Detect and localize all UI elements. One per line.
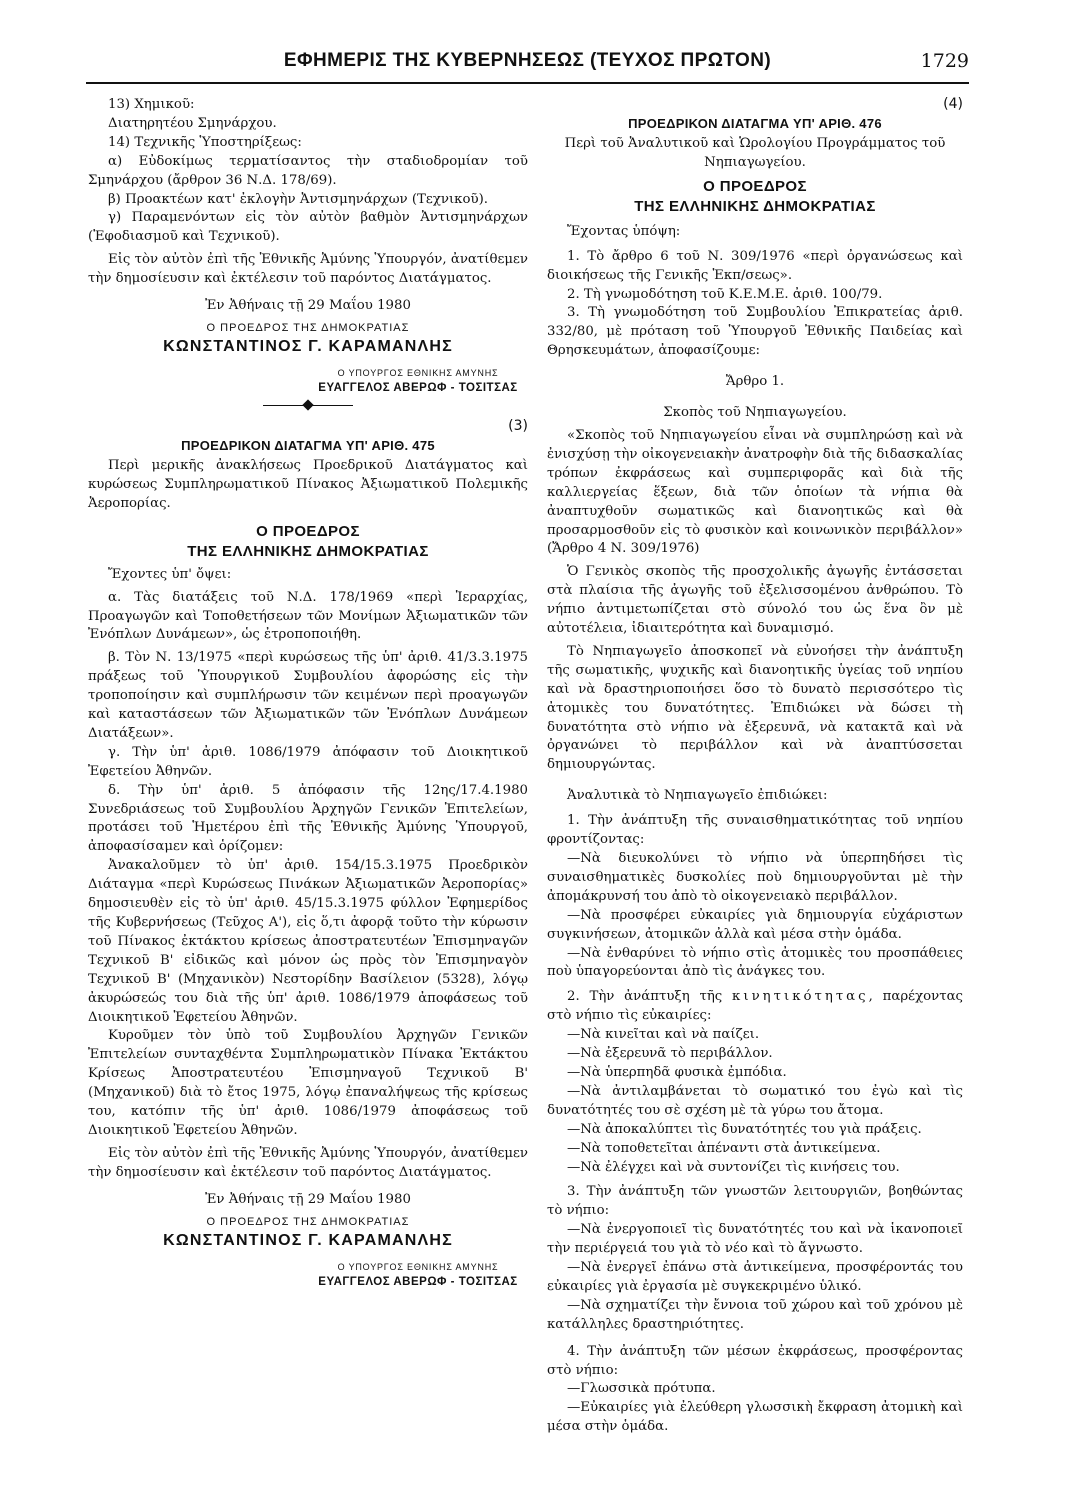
purpose-paragraph-3: Τὸ Νηπιαγωγεῖο ἀποσκοπεῖ νὰ εὐνοήσει τὴν ἀνάπτυξη τῆς σωματικῆς, ψυχικῆς καὶ διανοητικῆς ὑγείας τοῦ νηπίου καὶ νὰ δραστηριοποιήσει ὅσο τὸ δυνατὸ περισσότερο τὶς ἀτομικὲς του δυνατότητες. Ἐπιδιώκει νὰ δώσει τὴ δυνατότητα στὸ νήπιο νὰ ἐξερευνᾶ, νὰ κατακτᾶ καὶ νὰ ὀργανώνει τὸ περιβάλλον καὶ νὰ ἀναπτύσσεται δημιουργώντας. — [547, 643, 963, 773]
article-number: Ἄρθρο 1. — [725, 374, 785, 390]
decree-number-4: (4) — [943, 96, 963, 112]
point-3-item: —Νὰ ἐνεργοποιεῖ τὶς δυνατότητές του καὶ νὰ ἱκανοποιεῖ τὴν περιέργειά του γιὰ τὸ νέο καὶ τὸ ἄγνωστο. — [547, 1222, 963, 1257]
having-in-view: Ἔχοντες ὑπ' ὄψει: — [108, 566, 232, 582]
point-2-item: —Νὰ ἐλέγχει καὶ νὰ συντονίζει τὶς κινήσεις του. — [567, 1159, 900, 1175]
decree-number: (3) — [508, 417, 528, 434]
item-14-b: β) Προακτέων κατ' ἐκλογὴν Ἀντισμηνάρχων (Τεχνικοῦ). — [108, 191, 488, 207]
item-14-a: α) Εὐδοκίμως τερματίσαντος τὴν σταδιοδρομίαν τοῦ Σμηνάρχου (ἄρθρον 36 Ν.Δ. 178/69). — [88, 153, 528, 188]
having-in-view-476: Ἔχοντας ὑπόψη: — [567, 223, 681, 239]
left-column — [88, 96, 528, 1288]
minister-name: ΕΥΑΓΓΕΛΟΣ ΑΒΕΡΩΦ - ΤΟΣΙΤΣΑΣ — [318, 381, 518, 394]
paragraph-ratify: Κυροῦμεν τὸν ὑπὸ τοῦ Συμβουλίου Ἀρχηγῶν Γενικῶν Ἐπιτελείων συνταχθέντα Συμπληρωματικὸν Πίνακα Ἐκτάκτου Κρίσεως Ἀποστρατευτέου Ἐπισμηναγοῦ Τεχνικοῦ Β' (Μηχανικοῦ) διὰ τὸ ἔτος 1975, λόγῳ ἐπαναλήψεως τῆς κρίσεως του, κατόπιν τῆς ὑπ' ἀριθ. 1086/1979 ἀποφάσεως τοῦ Διοικητικοῦ Ἐφετείου Ἀθηνῶν. — [88, 1028, 528, 1138]
page-number: 1729 — [920, 50, 969, 72]
point-4-item: —Εὐκαιρίες γιὰ ἐλεύθερη γλωσσικὴ ἔκφραση ἀτομικὴ καὶ μέσα στὴν ὁμάδα. — [547, 1400, 963, 1435]
point-2-item: —Νὰ τοποθετεῖται ἀπέναντι στὰ ἀντικείμενα. — [567, 1140, 881, 1156]
item-14: 14) Τεχνικῆς Ὑποστηρίξεως: — [108, 134, 302, 150]
paragraph-c: γ. Τὴν ὑπ' ἀριθ. 1086/1979 ἀπόφασιν τοῦ Διοικητικοῦ Ἐφετείου Ἀθηνῶν. — [88, 744, 528, 779]
point-1-item: —Νὰ ἐνθαρύνει τὸ νήπιο στὶς ἀτομικὲς του προσπάθειες ποὺ ὑπαγορεύονται ἀπὸ τὶς ἀνάγκες του. — [547, 945, 963, 980]
president-title: Ο ΠΡΟΕΔΡΟΣ ΤΗΣ ΔΗΜΟΚΡΑΤΙΑΣ — [206, 321, 410, 334]
minister-name-2: ΕΥΑΓΓΕΛΟΣ ΑΒΕΡΩΦ - ΤΟΣΙΤΣΑΣ — [318, 1275, 518, 1288]
section-separator — [88, 398, 528, 412]
paragraph-revoke: Ἀνακαλοῦμεν τὸ ὑπ' ἀριθ. 154/15.3.1975 Προεδρικὸν Διάταγμα «περὶ Κυρώσεως Πινάκων Ἀξιωματικῶν Ἀεροπορίας» δημοσιευθὲν εἰς τὸ ὑπ' ἀριθ. 45/15.3.1975 φύλλον Ἐφημερίδος τῆς Κυβερνήσεως (Τεῦχος Α'), εἰς ὅ,τι ἀφορᾷ τοῦτο τὴν κύρωσιν τοῦ Πίνακος ἐκτάκτου κρίσεως ἀποστρατευτέων Ἐπισμηναγῶν Τεχνικοῦ Β' εἰδικῶς καὶ μόνον ὡς πρὸς τὸν Ἐπισμηναγὸν Τεχνικοῦ Β' (Μηχανικὸν) Νεστορίδην Βασίλειον (5328), λόγῳ ἀκυρώσεώς του διὰ τῆς ὑπ' ἀριθ. 1086/1979 ἀποφάσεως τοῦ Διοικητικοῦ Ἐφετείου Ἀθηνῶν. — [88, 858, 528, 1025]
president-name: ΚΩΝΣΤΑΝΤΙΝΟΣ Γ. ΚΑΡΑΜΑΝΛΗΣ — [163, 337, 453, 355]
point-1-item: —Νὰ διευκολύνει τὸ νήπιο νὰ ὑπερπηδήσει τὶς συναισθηματικὲς δυσκολίες ποὺ δημιουργοῦνται μὲ τὴν ἀπομάκρυνσή του ἀπὸ τὸ οἰκογενειακὸ περιβάλλον. — [547, 851, 963, 904]
decree-subject-476: Περὶ τοῦ Ἀναλυτικοῦ καὶ Ὡρολογίου Προγράμματος τοῦ Νηπιαγωγείου. — [564, 136, 946, 170]
decree-subject: Περὶ μερικῆς ἀνακλήσεως Προεδρικοῦ Διατάγματος καὶ κυρώσεως Συμπληρωματικοῦ Πίνακος Ἀξιωματικοῦ Πολεμικῆς Ἀεροπορίας. — [88, 457, 528, 511]
point-3-heading: 3. Τὴν ἀνάπτυξη τῶν γνωστῶν λειτουργιῶν, βοηθώντας τὸ νήπιο: — [547, 1184, 963, 1219]
signing-date-2: Ἐν Ἀθήναις τῇ 29 Μαΐου 1980 — [205, 1191, 411, 1207]
purpose-paragraph-1: «Σκοπὸς τοῦ Νηπιαγωγείου εἶναι νὰ συμπληρώσῃ καὶ νὰ ἐνισχύσῃ τὴν οἰκογενειακὴν ἀνατροφὴν διὰ τῆς διδασκαλίας τρόπων ἐκφράσεως καὶ συμπεριφορᾶς καὶ διὰ τῆς καλλιεργείας ἕξεων, διὰ τῶν ὁποίων τὰ νήπια θὰ ἀναπτυχθοῦν σωματικῶς καὶ διανοητικῶς καὶ θὰ προσαρμοσθοῦν εἰς τὸ φυσικὸν καὶ κοινωνικὸν περιβάλλον» (Ἄρθρο 4 Ν. 309/1976) — [547, 427, 963, 557]
point-1-heading: 1. Τὴν ἀνάπτυξη τῆς συναισθηματικότητας τοῦ νηπίου φροντίζοντας: — [547, 813, 963, 848]
paragraph-b: β. Τὸν Ν. 13/1975 «περὶ κυρώσεως τῆς ὑπ' ἀριθ. 41/3.3.1975 πράξεως τοῦ Ὑπουργικοῦ Συμβουλίου ἀφορώσης εἰς τὴν τροποποίησιν καὶ συμπλήρωσιν τῶν κειμένων περὶ προαγωγῶν καὶ καταστάσεων τῶν Ἀξιωματικῶν τῶν Ἐνόπλων Δυνάμεων Διατάξεων». — [88, 650, 528, 741]
signing-date: Ἐν Ἀθήναις τῇ 29 Μαΐου 1980 — [205, 298, 411, 314]
point-2-heading: 2. Τὴν ἀνάπτυξη τῆς κινητικότητας, παρέχοντας στὸ νήπιο τὶς εὐκαιρίες: — [547, 989, 963, 1024]
running-header — [86, 48, 969, 84]
point-2-item: —Νὰ ἀντιλαμβάνεται τὸ σωματικό του ἐγὼ καὶ τὶς δυνατότητές του σὲ σχέση μὲ τὰ γύρω του ἄτομα. — [547, 1083, 963, 1118]
paragraph-d: δ. Τὴν ὑπ' ἀριθ. 5 ἀπόφασιν τῆς 12ης/17.4.1980 Συνεδριάσεως τοῦ Συμβουλίου Ἀρχηγῶν Γενικῶν Ἐπιτελείων, προτάσει τοῦ Ἡμετέρου ἐπὶ τῆς Ἐθνικῆς Ἀμύνης Ὑπουργοῦ, ἀποφασίσαμεν καὶ ὁρίζομεν: — [88, 782, 528, 855]
item-13: 13) Χημικοῦ: — [108, 97, 195, 112]
president-heading-line2-476: ΤΗΣ ΕΛΛΗΝΙΚΗΣ ΔΗΜΟΚΡΑΤΙΑΣ — [634, 197, 876, 215]
right-column — [547, 96, 963, 1437]
article-title: Σκοπὸς τοῦ Νηπιαγωγείου. — [663, 405, 847, 421]
president-heading-line1-476: Ο ΠΡΟΕΔΡΟΣ — [703, 177, 807, 195]
minister-title: Ο ΥΠΟΥΡΓΟΣ ΕΘΝΙΚΗΣ ΑΜΥΝΗΣ — [337, 367, 499, 378]
point-4-heading: 4. Τὴν ἀνάπτυξη τῶν μέσων ἐκφράσεως, προσφέροντας στὸ νήπιο: — [547, 1343, 963, 1378]
paragraph-a: α. Τὰς διατάξεις τοῦ Ν.Δ. 178/1969 «περὶ Ἱεραρχίας, Προαγωγῶν καὶ Τοποθετήσεων τῶν Μονίμων Ἀξιωματικῶν τῶν Ἐνόπλων Δυνάμεων», ὡς ἐτροποποιήθη. — [88, 589, 528, 643]
decree-heading: ΠΡΟΕΔΡΙΚΟΝ ΔΙΑΤΑΓΜΑ ΥΠ' ΑΡΙΘ. 475 — [181, 437, 435, 453]
purpose-paragraph-2: Ὁ Γενικὸς σκοπὸς τῆς προσχολικῆς ἀγωγῆς ἐντάσσεται στὰ πλαίσια τῆς ἀγωγῆς τοῦ ἐξελισσομένου ἀνθρώπου. Τὸ νήπιο ἀντιμετωπίζεται στὸ σύνολό του ὡς ἕνα ὂν μὲ αὐτοτέλεια, ἰδιαιτερότητα καὶ δυναμισμό. — [547, 564, 963, 637]
president-heading-line2: ΤΗΣ ΕΛΛΗΝΙΚΗΣ ΔΗΜΟΚΡΑΤΙΑΣ — [187, 542, 429, 560]
item-14-c: γ) Παραμενόντων εἰς τὸν αὐτὸν βαθμὸν Ἀντισμηνάρχων (Ἐφοδιασμοῦ καὶ Τεχνικοῦ). — [88, 210, 528, 245]
decree-heading-476: ΠΡΟΕΔΡΙΚΟΝ ΔΙΑΤΑΓΜΑ ΥΠ' ΑΡΙΘ. 476 — [628, 116, 882, 131]
point-1-item: —Νὰ προσφέρει εὐκαιρίες γιὰ δημιουργία εὐχάριστων συγκινήσεων, ἀτομικῶν ἀλλὰ καὶ μέσα στὴν ὁμάδα. — [547, 907, 963, 942]
item-13-detail: Διατηρητέου Σμηνάρχου. — [108, 115, 277, 131]
point-2-item: —Νὰ ὑπερπηδᾶ φυσικὰ ἐμπόδια. — [567, 1064, 787, 1080]
point-3-item: —Νὰ σχηματίζει τὴν ἔννοια τοῦ χώρου καὶ τοῦ χρόνου μὲ κατάλληλες δραστηριότητες. — [547, 1297, 963, 1332]
point-2-item: —Νὰ κινεῖται καὶ νὰ παίζει. — [567, 1027, 760, 1043]
analytic-intro: Ἀναλυτικὰ τὸ Νηπιαγωγεῖο ἐπιδιώκει: — [567, 788, 828, 804]
president-name-2: ΚΩΝΣΤΑΝΤΙΝΟΣ Γ. ΚΑΡΑΜΑΝΛΗΣ — [163, 1231, 453, 1249]
closing-clause: Εἰς τὸν αὐτὸν ἐπὶ τῆς Ἐθνικῆς Ἀμύνης Ὑπουργόν, ἀνατίθεμεν τὴν δημοσίευσιν καὶ ἐκτέλεσιν τοῦ παρόντος Διατάγματος. — [88, 252, 528, 287]
point-2-item: —Νὰ ἀποκαλύπτει τὶς δυνατότητές του γιὰ πράξεις. — [567, 1121, 922, 1137]
president-heading-line1: Ο ΠΡΟΕΔΡΟΣ — [256, 522, 360, 540]
consideration-1: 1. Τὸ ἄρθρο 6 τοῦ Ν. 309/1976 «περὶ ὀργανώσεως καὶ διοικήσεως τῆς Γενικῆς Ἐκπ/σεως». — [547, 248, 963, 283]
consideration-2: 2. Τὴ γνωμοδότηση τοῦ Κ.Ε.Μ.Ε. ἀριθ. 100/79. — [567, 286, 883, 302]
paragraph-closing: Εἰς τὸν αὐτὸν ἐπὶ τῆς Ἐθνικῆς Ἀμύνης Ὑπουργόν, ἀνατίθεμεν τὴν δημοσίευσιν καὶ ἐκτέλεσιν τοῦ παρόντος Διατάγματος. — [88, 1145, 528, 1180]
point-2-item: —Νὰ ἐξερευνᾶ τὸ περιβάλλον. — [567, 1046, 773, 1062]
gazette-title: ΕΦΗΜΕΡΙΣ ΤΗΣ ΚΥΒΕΡΝΗΣΕΩΣ (ΤΕΥΧΟΣ ΠΡΩΤΟΝ) — [283, 50, 772, 71]
minister-title-2: Ο ΥΠΟΥΡΓΟΣ ΕΘΝΙΚΗΣ ΑΜΥΝΗΣ — [337, 1261, 499, 1272]
point-4-item: —Γλωσσικὰ πρότυπα. — [567, 1381, 716, 1397]
president-title-2: Ο ΠΡΟΕΔΡΟΣ ΤΗΣ ΔΗΜΟΚΡΑΤΙΑΣ — [206, 1215, 410, 1228]
consideration-3: 3. Τὴ γνωμοδότηση τοῦ Συμβουλίου Ἐπικρατείας ἀριθ. 332/80, μὲ πρόταση τοῦ Ὑπουργοῦ Ἐθνικῆς Παιδείας καὶ Θρησκευμάτων, ἀποφασίζουμε: — [547, 305, 963, 359]
point-3-item: —Νὰ ἐνεργεῖ ἐπάνω στὰ ἀντικείμενα, προσφέροντάς του εὐκαιρίες γιὰ ἐργασία μὲ συγκεκριμένο ὑλικό. — [547, 1260, 963, 1294]
